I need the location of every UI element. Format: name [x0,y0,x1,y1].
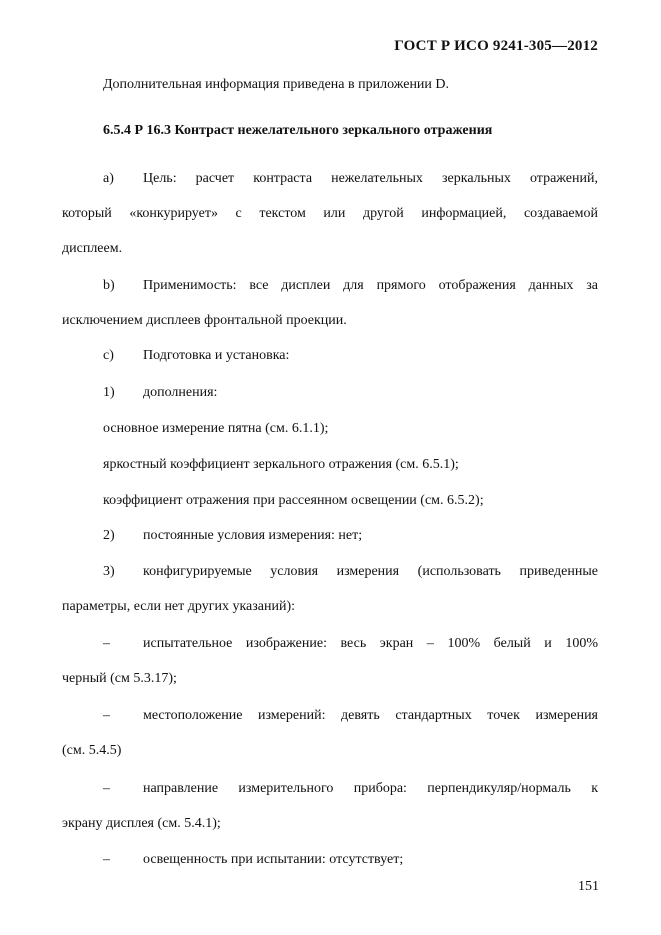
supplement-item: яркостный коэффициент зеркального отражения (см. 6.5.1); [103,457,459,472]
applicability-marker: b) [103,278,115,293]
standard-header: ГОСТ Р ИСО 9241-305—2012 [394,38,598,54]
supplements-marker: 1) [103,385,115,400]
condition-line-2: черный (см 5.3.17); [62,671,177,686]
supplement-item: основное измерение пятна (см. 6.1.1); [103,421,329,436]
constant-text: постоянные условия измерения: нет; [143,528,363,543]
purpose-line-2: который «конкурирует» с текстом или другой информацией, создаваемой [62,206,598,221]
purpose-marker: а) [103,171,114,186]
condition-line-2: (см. 5.4.5) [62,743,122,758]
page-number: 151 [578,879,599,894]
preparation-marker: с) [103,348,114,363]
supplements-text: дополнения: [143,385,218,400]
configurable-marker: 3) [103,564,115,579]
configurable-line-1: конфигурируемые условия измерения (использовать приведенные [143,564,598,579]
purpose-line-1: Цель: расчет контраста нежелательных зеркальных отражений, [143,171,598,186]
condition-line-1: освещенность при испытании: отсутствует; [143,852,404,867]
condition-line-2: экрану дисплея (см. 5.4.1); [62,816,221,831]
preparation-text: Подготовка и установка: [143,348,290,363]
supplement-item: коэффициент отражения при рассеянном освещении (см. 6.5.2); [103,493,484,508]
section-title: 6.5.4 Р 16.3 Контраст нежелательного зеркального отражения [103,123,493,138]
constant-marker: 2) [103,528,115,543]
configurable-line-2: параметры, если нет других указаний): [62,599,296,614]
condition-marker: – [103,708,110,723]
applicability-line-1: Применимость: все дисплеи для прямого отображения данных за [143,278,598,293]
condition-line-1: местоположение измерений: девять стандартных точек измерения [143,708,598,723]
condition-marker: – [103,781,110,796]
applicability-line-2: исключением дисплеев фронтальной проекции. [62,313,347,328]
purpose-line-3: дисплеем. [62,241,123,256]
intro-text: Дополнительная информация приведена в приложении D. [103,77,450,92]
condition-marker: – [103,852,110,867]
condition-line-1: направление измерительного прибора: перпендикуляр/нормаль к [143,781,598,796]
condition-line-1: испытательное изображение: весь экран – 100% белый и 100% [143,636,598,651]
condition-marker: – [103,636,110,651]
